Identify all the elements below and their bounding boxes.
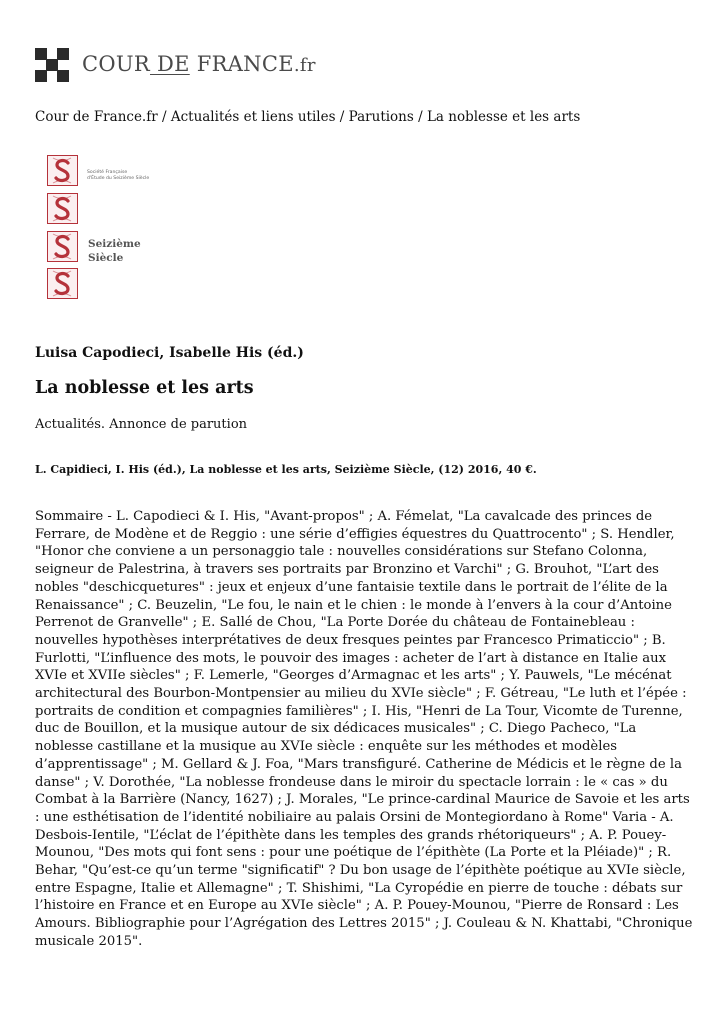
- breadcrumb-separator: /: [335, 109, 349, 125]
- article-authors: Luisa Capodieci, Isabelle His (éd.): [35, 345, 304, 361]
- breadcrumb-current: La noblesse et les arts: [426, 109, 581, 125]
- site-logo-text[interactable]: [82, 52, 316, 76]
- site-logo-mark[interactable]: [35, 48, 69, 82]
- emblem-s-icon: [47, 231, 78, 262]
- journal-name-line: Siècle: [88, 252, 124, 264]
- breadcrumb-home-link[interactable]: Cour de France.fr: [35, 109, 158, 125]
- logo-checker-icon: [35, 48, 69, 82]
- breadcrumb-publications-link[interactable]: Parutions: [348, 109, 414, 125]
- emblem-s-icon: [47, 193, 78, 224]
- logo-text-underlined: DE: [150, 52, 190, 76]
- breadcrumb-separator: /: [157, 109, 171, 125]
- breadcrumb-separator: /: [413, 109, 427, 125]
- logo-text-main: COUR: [82, 52, 150, 76]
- society-caption-line: d'Étude du Seizième Siècle: [87, 176, 150, 181]
- logo-text-rest: FRANCE: [189, 52, 294, 76]
- article-category: Actualités. Annonce de parution: [35, 417, 248, 432]
- journal-name: [88, 237, 141, 265]
- society-caption-line: Société Française: [87, 170, 128, 175]
- journal-name-line: Seizième: [88, 238, 141, 250]
- emblem-s-icon: [47, 268, 78, 299]
- article-summary: Sommaire - L. Capodieci & I. His, "Avant-propos" ; A. Fémelat, "La cavalcade des princes de Ferrare, de Modène et de Reggio : une série d’effigies équestres du Quattrocento" ; S. Hendler, "Honor che conviene a un personaggio tale : nouvelles considérations sur Stefano Colonna, seigneur de Palestrina, à travers ses portraits par Bronzino et Varchi" ; G. Brouhot, "L’art des nobles "deschicquetures" : jeux et enjeux d’une fantaisie textile dans le portrait de l’élite de la Renaissance" ; C. Beuzelin, "Le fou, le nain et le chien : le monde à l’envers à la cour d’Antoine Perrenot de Granvelle" ; E. Sallé de Chou, "La Porte Dorée du château de Fontainebleau : nouvelles hypothèses interprétatives de deux fresques peintes par Francesco Primaticcio" ; B. Furlotti, "L’influence des mots, le pouvoir des images : acheter de l’art à distance en Italie aux XVIe et XVIIe siècles" ; F. Lemerle, "Georges d’Armagnac et les arts" ; Y. Pauwels, "Le mécénat architectural des Bourbon-Montpensier au milieu du XVIe siècle" ; F. Gétreau, "Le luth et l’épée : portraits de condition et compagnies familières" ; I. His, "Henri de La Tour, Vicomte de Turenne, duc de Bouillon, et la musique autour de six dédicaces musicales" ; C. Diego Pacheco, "La noblesse castillane et la musique au XVIe siècle : enquête sur les méthodes et modèles d’apprentissage" ; M. Gellard & J. Foa, "Mars transfiguré. Catherine de Médicis et le règne de la danse" ; V. Dorothée, "La noblesse frondeuse dans le miroir du spectacle lorrain : le « cas » du Combat à la Barrière (Nancy, 1627) ; J. Morales, "Le prince-cardinal Maurice de Savoie et les arts : une esthétisation de l’identité nobiliaire au palais Orsini de Montegiordano à Rome" Varia - A. Desbois-Ientile, "L’éclat de l’épithète dans les temples des grands rhétoriqueurs" ; A. P. Pouey-Mounou, "Des mots qui font sens : pour une poétique de l’épithète (La Porte et la Pléiade)" ; R. Behar, "Qu’est-ce qu’un terme "significatif" ? Du bon usage de l’épithète poétique au XVIe siècle, entre Espagne, Italie et Allemagne" ; T. Shishimi, "La Cyropédie en pierre de touche : débats sur l’histoire en France et en Europe au XVIe siècle" ; A. P. Pouey-Mounou, "Pierre de Ronsard : Les Amours. Bibliographie pour l’Agrégation des Lettres 2015" ; J. Couleau & N. Khattabi, "Chronique musicale 2015".: [35, 509, 693, 949]
- article-reference: L. Capidieci, I. His (éd.), La noblesse et les arts, Seizième Siècle, (12) 2016, 40 €.: [35, 463, 537, 476]
- article-title: La noblesse et les arts: [35, 378, 254, 398]
- emblem-s-icon: [47, 155, 78, 186]
- breadcrumb-news-link[interactable]: Actualités et liens utiles: [170, 109, 336, 125]
- society-caption: [87, 170, 149, 182]
- breadcrumb: [35, 109, 580, 125]
- logo-text-tld: .fr: [293, 55, 316, 76]
